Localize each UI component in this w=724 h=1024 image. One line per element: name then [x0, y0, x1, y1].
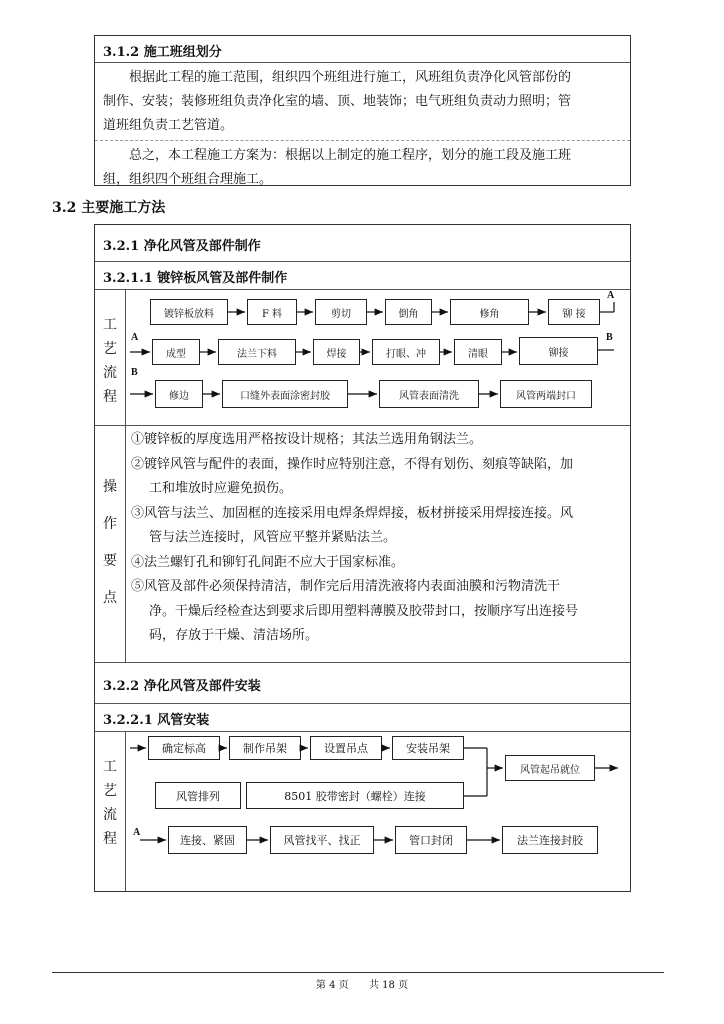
ops-item: ⑤风管及部件必须保持清洁，制作完后用清洗液将内表面油膜和污物清洗干: [131, 579, 561, 594]
step-duct-arrange: 风管排列: [155, 782, 241, 809]
ops-item: 净。干燥后经检查达到要求后即用塑料薄膜及胶带封口，按顺序写出连接号: [149, 603, 579, 619]
step-surface-clean: 风管表面清洗: [379, 380, 479, 408]
step-flange-seal: 法兰连接封胶: [502, 826, 598, 854]
step-seal-ends: 管口封闭: [395, 826, 467, 854]
step-install-hanger: 安装吊架: [392, 736, 464, 760]
section-322-header: 3.2.2 净化风管及部件安装: [103, 679, 261, 694]
ops-item: ④法兰螺钉孔和铆钉孔间距不应大于国家标准。: [131, 554, 405, 570]
step-connect-fasten: 连接、紧固: [168, 826, 247, 854]
ops-item: ②镀锌风管与配件的表面，操作时应特别注意，不得有划伤、刻痕等缺陷，加: [131, 456, 574, 472]
section-3221-header: 3.2.2.1 风管安装: [103, 713, 210, 728]
section-3211-header: 3.2.1.1 镀锌板风管及部件制作: [103, 271, 288, 286]
step-set-points: 设置吊点: [310, 736, 382, 760]
ops-item: 码，存放于干燥、清洁场所。: [149, 628, 319, 643]
step-trim: 修角: [450, 299, 529, 325]
footer-page: [0, 976, 724, 991]
para2-line1: 总之，本工程施工方案为：根据以上制定的施工程序，划分的施工段及施工班: [129, 148, 572, 163]
step-f-material: F 料: [247, 299, 297, 325]
section-321-header: 3.2.1 净化风管及部件制作: [103, 239, 261, 254]
marker-a-bottom: A: [133, 827, 141, 838]
ops-item: ③风管与法兰、加固框的连接采用电焊条焊焊接，板材拼接采用焊接连接。风: [131, 505, 574, 521]
step-tape-seal: 8501 胶带密封（螺栓）连接: [246, 782, 464, 809]
step-lift-duct: 风管起吊就位: [505, 755, 595, 781]
step-rivet-1: 铆 接: [548, 299, 600, 325]
step-end-seal: 风管两端封口: [500, 380, 592, 408]
process-label-1: 工 艺 流 程: [103, 317, 117, 405]
step-clean-hole: 清眼: [454, 339, 502, 365]
marker-b-right: B: [606, 332, 613, 343]
ops-item: 管与法兰连接时，风管应平整并紧贴法兰。: [149, 530, 397, 545]
marker-b-left: B: [131, 367, 138, 378]
para1-line3: 道班组负责工艺管道。: [103, 118, 234, 133]
step-rivet-2: 铆接: [519, 337, 598, 365]
para2-line2: 组，组织四个班组合理施工。: [103, 172, 273, 187]
ops-item: 工和堆放时应避免损伤。: [149, 481, 293, 496]
step-make-hanger: 制作吊架: [229, 736, 301, 760]
step-punch: 打眼、冲: [372, 339, 440, 365]
ops-item: ①镀锌板的厚度选用严格按设计规格；其法兰选用角钢法兰。: [131, 432, 483, 447]
process-label-2: 工 艺 流 程: [103, 759, 117, 847]
marker-a-top: A: [607, 290, 615, 301]
marker-a-left: A: [131, 332, 139, 343]
step-seal-seams: 口缝外表面涂密封胶: [222, 380, 348, 408]
step-flange-cut: 法兰下料: [218, 339, 296, 365]
step-edge-trim: 修边: [155, 380, 203, 408]
footer-rule: [52, 972, 664, 973]
para1-line2: 制作、安装；装修班组负责净化室的墙、顶、地装饰；电气班组负责动力照明；管: [103, 94, 572, 109]
section-312-header: 3.1.2 施工班组划分: [103, 45, 222, 60]
para1-line1: 根据此工程的施工范围，组织四个班组进行施工，风班组负责净化风管部份的: [129, 70, 572, 85]
step-set-elevation: 确定标高: [148, 736, 220, 760]
step-forming: 成型: [152, 339, 200, 365]
footer-page-number: 第 4 页: [315, 980, 349, 991]
footer-total-pages: 共 18 页: [369, 980, 409, 991]
step-cut: 剪切: [315, 299, 367, 325]
step-chamfer: 倒角: [385, 299, 432, 325]
ops-label: 操 作 要 点: [103, 479, 117, 606]
step-weld: 焊接: [313, 339, 360, 365]
step-level-align: 风管找平、找正: [270, 826, 374, 854]
section-32-title: 3.2 主要施工方法: [52, 200, 166, 216]
step-galvanized-sheet: 镀锌板放料: [150, 299, 228, 325]
